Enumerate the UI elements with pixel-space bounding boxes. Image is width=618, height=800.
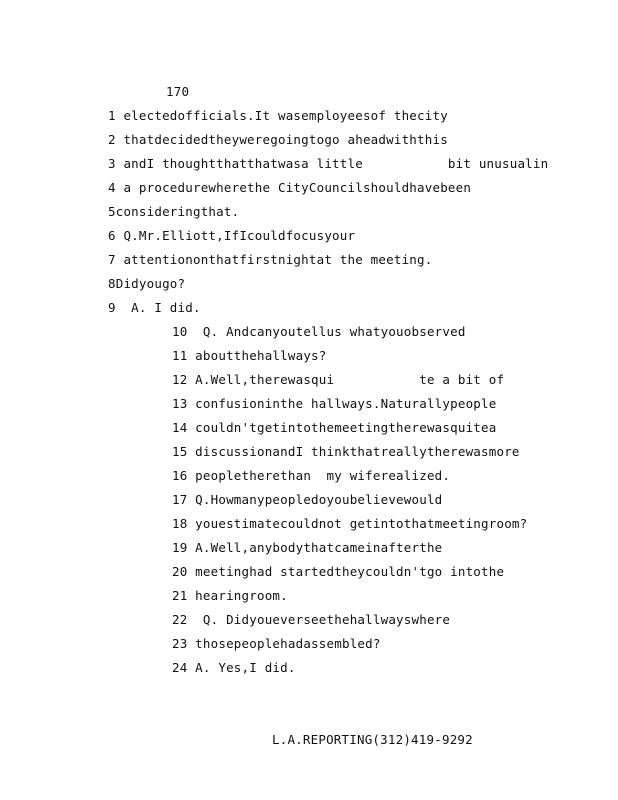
- page-number: 170: [166, 84, 190, 99]
- transcript-line-10: 10 Q. Andcanyoutellus whatyouobserved: [172, 324, 466, 339]
- transcript-line-8: 8Didyougo?: [108, 276, 186, 291]
- transcript-line-2: 2 thatdecidedtheyweregoingtogo aheadwiththis: [108, 132, 448, 147]
- transcript-line-14: 14 couldn'tgetintothemeetingtherewasquitea: [172, 420, 497, 435]
- transcript-line-12: 12 A.Well,therewasqui te a bit of: [172, 372, 505, 387]
- transcript-line-5: 5consideringthat.: [108, 204, 240, 219]
- transcript-line-15: 15 discussionandI thinkthatreallytherewasmore: [172, 444, 520, 459]
- transcript-line-22: 22 Q. Didyoueverseethehallwayswhere: [172, 612, 451, 627]
- transcript-line-9: 9 A. I did.: [108, 300, 201, 315]
- transcript-line-1: 1 electedofficials.It wasemployeesof thecity: [108, 108, 448, 123]
- transcript-line-20: 20 meetinghad startedtheycouldn'tgo intothe: [172, 564, 505, 579]
- transcript-line-13: 13 confusioninthe hallways.Naturallypeople: [172, 396, 497, 411]
- transcript-line-17: 17 Q.Howmanypeopledoyoubelievewould: [172, 492, 443, 507]
- transcript-line-21: 21 hearingroom.: [172, 588, 288, 603]
- transcript-line-11: 11 aboutthehallways?: [172, 348, 327, 363]
- transcript-line-4: 4 a procedurewherethe CityCouncilshouldhavebeen: [108, 180, 472, 195]
- transcript-line-16: 16 peopletherethan my wiferealized.: [172, 468, 451, 483]
- transcript-line-24: 24 A. Yes,I did.: [172, 660, 296, 675]
- transcript-line-18: 18 youestimatecouldnot getintothatmeetingroom?: [172, 516, 528, 531]
- reporter-footer: L.A.REPORTING(312)419-9292: [272, 732, 473, 747]
- transcript-line-3: 3 andI thoughtthatthatwasa little bit unusualin: [108, 156, 549, 171]
- transcript-line-19: 19 A.Well,anybodythatcameinafterthe: [172, 540, 443, 555]
- transcript-line-7: 7 attentiononthatfirstnightat the meeting.: [108, 252, 433, 267]
- transcript-line-23: 23 thosepeoplehadassembled?: [172, 636, 381, 651]
- transcript-line-6: 6 Q.Mr.Elliott,IfIcouldfocusyour: [108, 228, 356, 243]
